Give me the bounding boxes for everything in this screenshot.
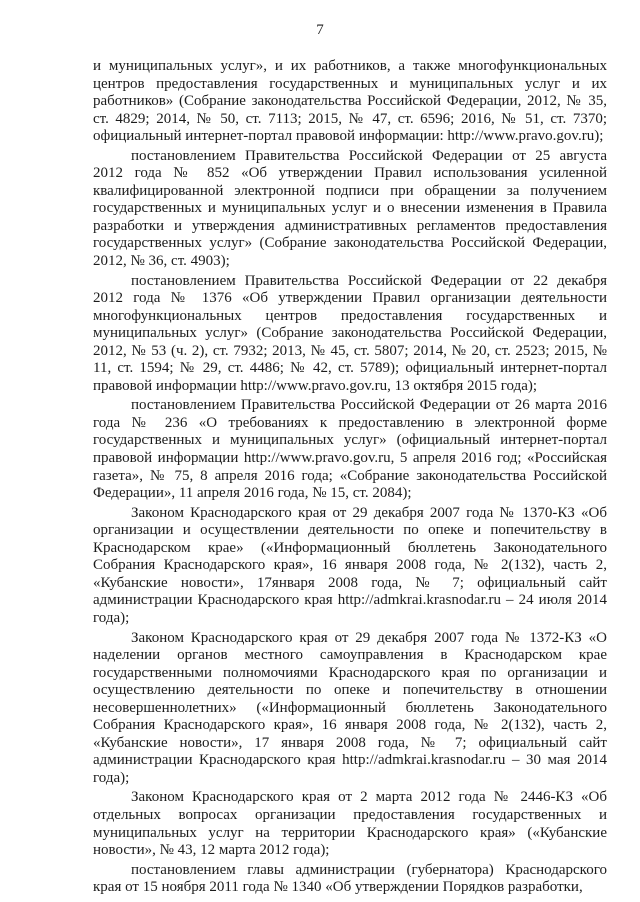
paragraph-decree-1376: постановлением Правительства Российской Федерации от 22 декабря 2012 года № 1376 «Об утверждении Правил организации деятельности многофункциональных центров предоставления государственных и муниципальных услуг» (Собрание законодательства Российской Федерации, 2012, № 53 (ч. 2), ст. 7932; 2013, № 45, ст. 5807; 2014, № 20, ст. 2523; 2015, № 11, ст. 1594; № 29, ст. 4486; № 42, ст. 5789); официальный интернет-портал правовой информации http://www.pravo.gov.ru, 13 октября 2015 года); — [93, 272, 607, 394]
paragraph-law-2446-kz: Законом Краснодарского края от 2 марта 2012 года № 2446-КЗ «Об отдельных вопросах организации предоставления государственных и муниципальных услуг на территории Краснодарского края» («Кубанские новости», № 43, 12 марта 2012 года); — [93, 789, 607, 859]
page-number: 7 — [316, 22, 324, 38]
paragraph-continuation: и муниципальных услуг», и их работников, а также многофункциональных центров предоставления государственных и муниципальных услуг и их работников» (Собрание законодательства Российской Федерации, 2012, № 35, ст. 4829; 2014, № 50, ст. 7113; 2015, № 47, ст. 6596; 2016, № 51, ст. 7370; официальный интернет-портал правовой информации: http://www.pravo.gov.ru); — [93, 58, 607, 145]
paragraph-decree-852: постановлением Правительства Российской Федерации от 25 августа 2012 года № 852 «Об утверждении Правил использования усиленной квалифицированной электронной подписи при обращении за получением государственных и муниципальных услуг и о внесении изменения в Правила разработки и утверждения административных регламентов предоставления государственных услуг» (Собрание законодательства Российской Федерации, 2012, № 36, ст. 4903); — [93, 147, 607, 270]
paragraph-law-1370-kz: Законом Краснодарского края от 29 декабря 2007 года № 1370-КЗ «Об организации и осуществлении деятельности по опеке и попечительству в Краснодарском крае» («Информационный бюллетень Законодательного Собрания Краснодарского края», 16 января 2008 года, № 2(132), часть 2, «Кубанские новости», 17января 2008 года, № 7; официальный сайт администрации Краснодарского края http://admkrai.krasnodar.ru – 24 июля 2014 года); — [93, 504, 607, 626]
paragraph-decree-236: постановлением Правительства Российской Федерации от 26 марта 2016 года № 236 «О требованиях к предоставлению в электронной форме государственных и муниципальных услуг» (официальный интернет-портал правовой информации http://www.pravo.gov.ru, 5 апреля 2016 год; «Российская газета», № 75, 8 апреля 2016 года; «Собрание законодательства Российской Федерации», 11 апреля 2016 года, № 15, ст. 2084); — [93, 397, 607, 502]
paragraph-law-1372-kz: Законом Краснодарского края от 29 декабря 2007 года № 1372-КЗ «О наделении органов местного самоуправления в Краснодарском крае государственными полномочиями Краснодарского края по организации и осуществлению деятельности по опеке и попечительству в отношении несовершеннолетних» («Информационный бюллетень Законодательного Собрания Краснодарского края», 16 января 2008 года, № 2(132), часть 2, «Кубанские новости», 17 января 2008 года, № 7; официальный сайт администрации Краснодарского края http://admkrai.krasnodar.ru – 30 мая 2014 года); — [93, 629, 607, 786]
paragraph-decree-1340: постановлением главы администрации (губернатора) Краснодарского края от 15 ноября 2011 года № 1340 «Об утверждении Порядков разработки, — [93, 861, 607, 896]
document-body — [93, 58, 607, 897]
